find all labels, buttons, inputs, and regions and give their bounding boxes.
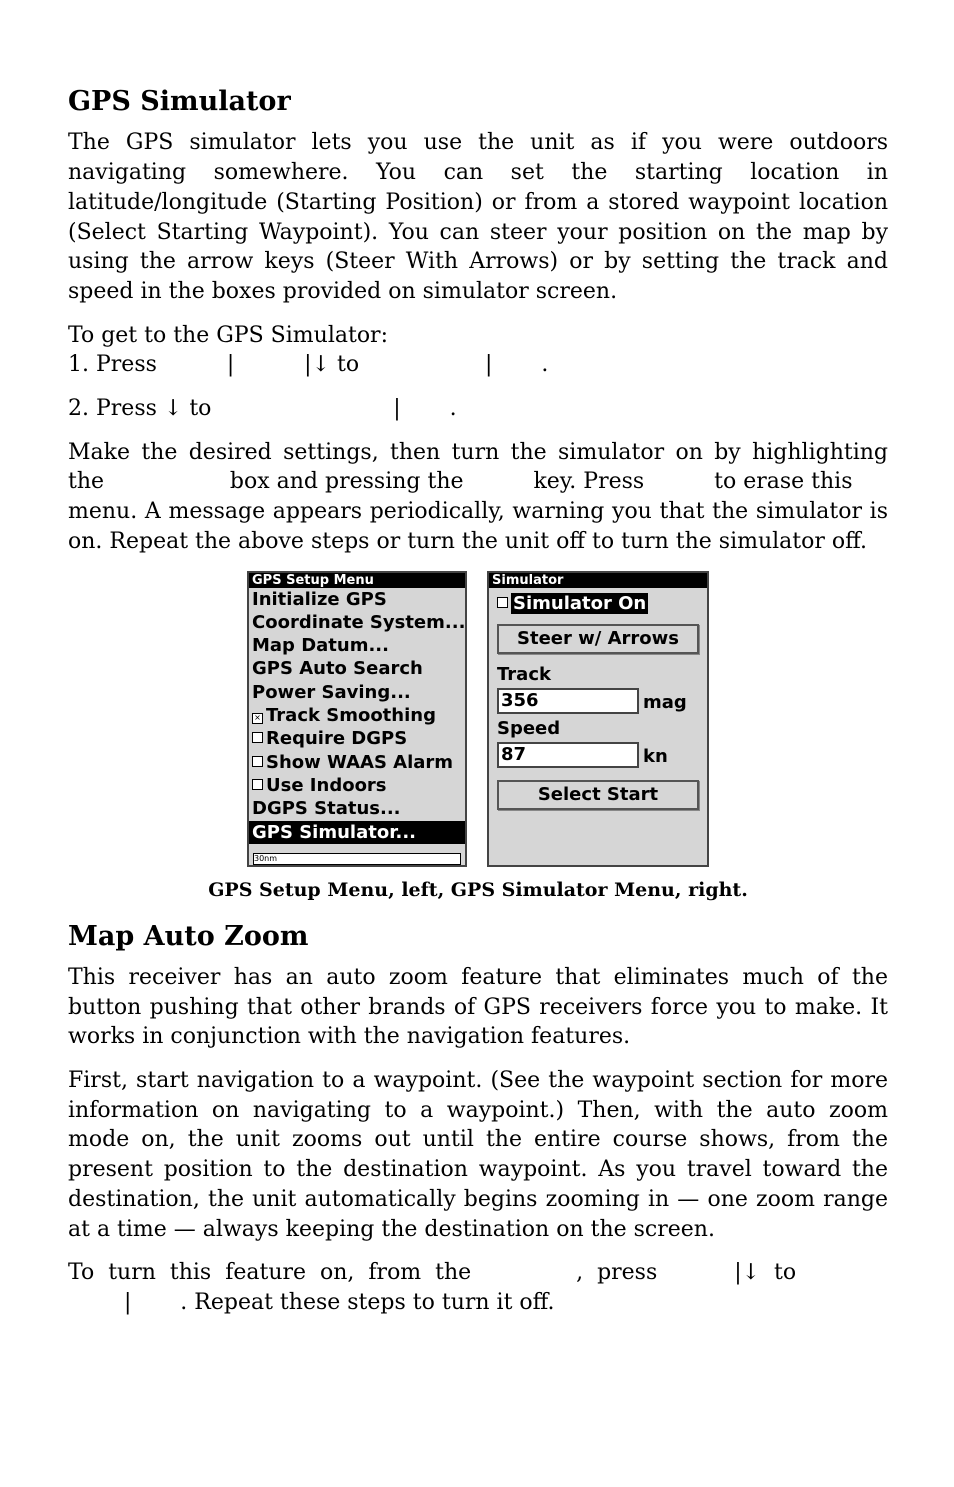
speed-input[interactable]: 87: [497, 742, 639, 768]
menu-item-map-datum[interactable]: Map Datum...: [252, 635, 389, 657]
paragraph-auto-zoom-steps-line1: To turn this feature on, from the , press |↓ to: [68, 1260, 797, 1286]
paragraph-intro: The GPS simulator lets you use the unit as if you were outdoors navigating somewhere. You can set the starting location in latitude/longitude (Starting Position) or from a stored waypoint location (Select Starting Waypoint). You can steer your position on the map by using the arrow keys (Steer With Arrows) or by setting the track and speed in the boxes provided on simulator screen.: [68, 130, 888, 304]
menu-item-coordinate-system[interactable]: Coordinate System...: [252, 611, 466, 633]
paragraph-auto-zoom-steps-line2: | . Repeat these steps to turn it off.: [68, 1289, 555, 1315]
paragraph-settings-line2: the box and pressing the key. Press to erase this: [68, 469, 853, 495]
paragraph-auto-zoom-detail: First, start navigation to a waypoint. (See the waypoint section for more information on navigating to a waypoint.) Then, with the auto zoom mode on, the unit zooms out until the entire course shows, from the present position to the destination waypoint. As you travel toward the destination, the unit automatically begins zooming in — one zoom range at a time — always keeping the destination on the screen.: [68, 1068, 888, 1242]
map-scale-bar: 30nm: [253, 853, 461, 865]
section-title-map-auto-zoom: Map Auto Zoom: [68, 920, 309, 952]
simulator-on-row[interactable]: [497, 592, 699, 618]
menu-item-power-saving[interactable]: Power Saving...: [252, 681, 411, 703]
menu-item-require-dgps[interactable]: Require DGPS: [249, 727, 465, 750]
paragraph-auto-zoom-intro: This receiver has an auto zoom feature that eliminates much of the button pushing that other brands of GPS receivers force you to make. It works in conjunction with the navigation features.: [68, 964, 888, 1050]
section-title-gps-simulator: GPS Simulator: [68, 86, 291, 117]
checkbox-empty-icon[interactable]: [497, 597, 508, 608]
select-start-button[interactable]: Select Start: [497, 780, 699, 810]
menu-item-gps-auto-search[interactable]: GPS Auto Search: [252, 658, 423, 680]
simulator-on-label[interactable]: Simulator On: [513, 592, 647, 614]
checkbox-checked-icon[interactable]: ×: [252, 713, 263, 724]
manual-page: [68, 86, 888, 1318]
track-unit: mag: [643, 691, 687, 713]
figure-caption: GPS Setup Menu, left, GPS Simulator Menu, right.: [208, 878, 748, 901]
steps-intro: To get to the GPS Simulator:: [68, 322, 388, 348]
setup-menu-list: [249, 588, 465, 844]
step-1: 1. Press | |↓ to | .: [68, 352, 549, 378]
checkbox-empty-icon[interactable]: [252, 779, 263, 790]
speed-label: Speed: [497, 717, 561, 739]
gps-simulator-menu-screen: [487, 571, 709, 867]
menu-item-show-waas-alarm[interactable]: Show WAAS Alarm: [249, 751, 465, 774]
checkbox-empty-icon[interactable]: [252, 756, 263, 767]
steer-with-arrows-button[interactable]: Steer w/ Arrows: [497, 624, 699, 654]
step-2: 2. Press ↓ to | .: [68, 396, 457, 422]
gps-setup-menu-screen: [247, 571, 467, 867]
setup-menu-header: GPS Setup Menu: [249, 573, 465, 588]
speed-unit: kn: [643, 745, 668, 767]
paragraph-settings-line1: Make the desired settings, then turn the simulator on by highlighting: [68, 439, 888, 465]
menu-item-use-indoors[interactable]: Use Indoors: [249, 774, 465, 797]
menu-item-initialize-gps[interactable]: Initialize GPS: [252, 588, 387, 610]
checkbox-empty-icon[interactable]: [252, 732, 263, 743]
figure-screens: [68, 571, 888, 869]
menu-item-gps-simulator[interactable]: GPS Simulator...: [249, 821, 465, 844]
track-label: Track: [497, 663, 551, 685]
menu-item-dgps-status[interactable]: DGPS Status...: [252, 798, 401, 820]
simulator-menu-header: Simulator: [489, 573, 707, 588]
menu-item-track-smoothing[interactable]: × Track Smoothing: [249, 704, 465, 727]
paragraph-settings-rest: menu. A message appears periodically, warning you that the simulator is on. Repeat the above steps or turn the unit off to turn the simulator off.: [68, 499, 888, 554]
track-input[interactable]: 356: [497, 688, 639, 714]
